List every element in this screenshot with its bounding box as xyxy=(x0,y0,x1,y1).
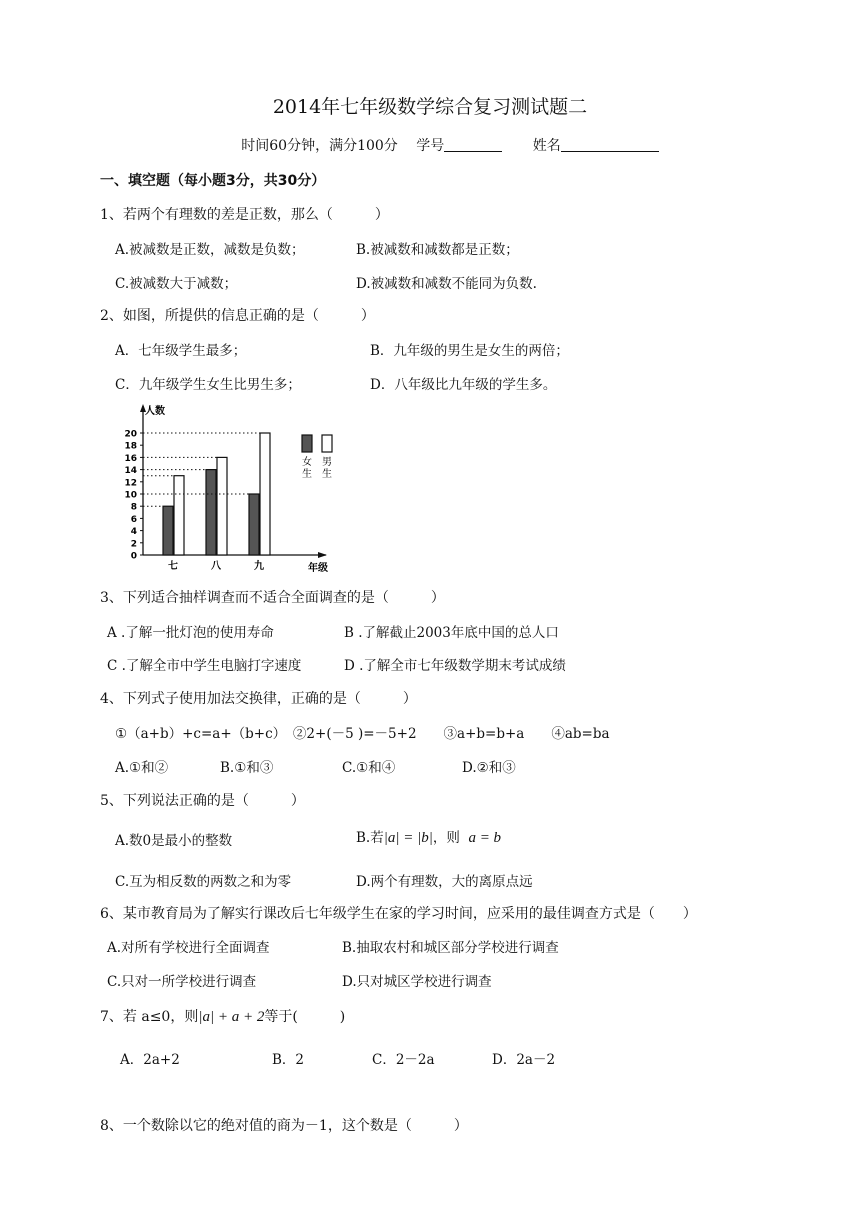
subtitle xyxy=(0,135,860,155)
y-tick-label: 10 xyxy=(124,490,137,501)
y-tick-label: 2 xyxy=(130,539,137,550)
q7-option-a[interactable]: A．2a+2 xyxy=(120,1052,180,1068)
q5-b-conclusion: a = b xyxy=(468,830,502,846)
y-tick-label: 4 xyxy=(130,527,137,538)
q2-option-c[interactable]: C．九年级学生女生比男生多； xyxy=(115,377,301,393)
x-axis-label: 年级 xyxy=(308,563,328,572)
q6-option-c[interactable]: C.只对一所学校进行调查 xyxy=(107,974,257,990)
q6-option-a[interactable]: A.对所有学校进行全面调查 xyxy=(107,940,270,956)
bar xyxy=(206,470,216,555)
q5-stem: 5、下列说法正确的是（ ） xyxy=(100,793,305,809)
q3-stem: 3、下列适合抽样调查而不适合全面调查的是（ ） xyxy=(100,590,445,606)
y-tick-label: 0 xyxy=(130,551,137,562)
q4-option-b[interactable]: B.①和③ xyxy=(220,760,274,776)
bar xyxy=(163,506,173,555)
q3-option-b[interactable]: B .了解截止2003年底中国的总人口 xyxy=(344,625,559,641)
q4-option-a[interactable]: A.①和② xyxy=(115,760,169,776)
x-tick-label: 八 xyxy=(211,561,221,572)
q4-items: ①（a+b）+c=a+（b+c） ②2+(－5 )=－5+2 ③a+b=b+a ④ab=ba xyxy=(115,726,610,742)
q6-stem: 6、某市教育局为了解实行课改后七年级学生在家的学习时间，应采用的最佳调查方式是（ ） xyxy=(100,906,697,922)
q1-stem: 1、若两个有理数的差是正数，那么（ ） xyxy=(100,207,389,223)
q7-stem xyxy=(100,1006,345,1026)
q3-option-a[interactable]: A .了解一批灯泡的使用寿命 xyxy=(107,625,274,641)
q8-stem: 8、一个数除以它的绝对值的商为－1，这个数是（ ） xyxy=(100,1118,468,1134)
q3-option-c[interactable]: C .了解全市中学生电脑打字速度 xyxy=(107,658,302,674)
name-label: 姓名 xyxy=(532,138,561,154)
legend-label-boys-2: 生 xyxy=(322,469,332,480)
q3-option-d[interactable]: D .了解全市七年级数学期末考试成绩 xyxy=(344,658,566,674)
y-tick-label: 12 xyxy=(124,478,137,489)
q5-option-b[interactable] xyxy=(356,826,501,847)
x-tick-label: 九 xyxy=(254,561,264,572)
q7-suffix: 等于( ) xyxy=(264,1009,346,1025)
legend-swatch-girls xyxy=(302,435,312,452)
q2-option-a[interactable]: A．七年级学生最多； xyxy=(115,343,247,359)
q5-option-a[interactable]: A.数0是最小的整数 xyxy=(115,833,233,849)
q7-expression: |a| + a + 2 xyxy=(198,1009,265,1025)
q7-option-c[interactable]: C．2－2a xyxy=(372,1052,435,1068)
y-tick-label: 16 xyxy=(124,453,137,464)
q7-prefix: 7、若 a≤0，则 xyxy=(100,1009,199,1025)
bar xyxy=(174,476,184,555)
bar xyxy=(249,494,259,555)
q2-stem: 2、如图，所提供的信息正确的是（ ） xyxy=(100,308,375,324)
section-heading: 一、填空题（每小题3分，共30分） xyxy=(100,173,326,189)
q6-option-d[interactable]: D.只对城区学校进行调查 xyxy=(342,974,492,990)
q5-b-prefix: B.若 xyxy=(356,830,384,846)
y-tick-label: 8 xyxy=(130,502,137,513)
legend-swatch-boys xyxy=(322,435,332,452)
q4-stem: 4、下列式子使用加法交换律，正确的是（ ） xyxy=(100,691,417,707)
q1-option-d[interactable]: D.被减数和减数不能同为负数. xyxy=(356,276,537,292)
q1-option-b[interactable]: B.被减数和减数都是正数； xyxy=(356,242,519,258)
q2-option-b[interactable]: B．九年级的男生是女生的两倍； xyxy=(370,343,569,359)
y-tick-label: 14 xyxy=(124,466,137,477)
q5-option-c[interactable]: C.互为相反数的两数之和为零 xyxy=(115,874,292,890)
q2-option-d[interactable]: D．八年级比九年级的学生多。 xyxy=(370,377,557,393)
x-axis-arrow xyxy=(318,552,327,558)
q5-b-equation: |a| = |b| xyxy=(383,830,433,846)
q5-option-d[interactable]: D.两个有理数，大的离原点远 xyxy=(356,874,533,890)
bar-chart xyxy=(118,402,348,572)
student-id-label: 学号 xyxy=(416,138,445,154)
q7-option-d[interactable]: D．2a－2 xyxy=(492,1052,556,1068)
page-title: 2014年七年级数学综合复习测试题二 xyxy=(272,96,588,118)
legend-label-boys-1: 男 xyxy=(322,457,332,468)
legend-label-girls-1: 女 xyxy=(302,457,312,468)
name-blank[interactable] xyxy=(561,137,659,152)
bar xyxy=(217,457,227,555)
q1-option-c[interactable]: C.被减数大于减数； xyxy=(115,276,238,292)
q5-b-mid: ，则 xyxy=(432,830,460,846)
legend-label-girls-2: 生 xyxy=(302,469,312,480)
q7-option-b[interactable]: B．2 xyxy=(272,1052,305,1068)
y-axis-label: 人数 xyxy=(145,406,165,417)
q4-option-c[interactable]: C.①和④ xyxy=(342,760,396,776)
y-tick-label: 20 xyxy=(124,429,137,440)
bar xyxy=(260,433,270,555)
q4-option-d[interactable]: D.②和③ xyxy=(462,760,516,776)
x-tick-label: 七 xyxy=(168,561,178,572)
y-tick-label: 6 xyxy=(130,514,137,525)
y-tick-label: 18 xyxy=(124,441,137,452)
q6-option-b[interactable]: B.抽取农村和城区部分学校进行调查 xyxy=(342,940,559,956)
student-id-blank[interactable] xyxy=(444,137,502,152)
time-score: 时间60分钟，满分100分 xyxy=(241,138,398,154)
q1-option-a[interactable]: A.被减数是正数，减数是负数； xyxy=(115,242,305,258)
